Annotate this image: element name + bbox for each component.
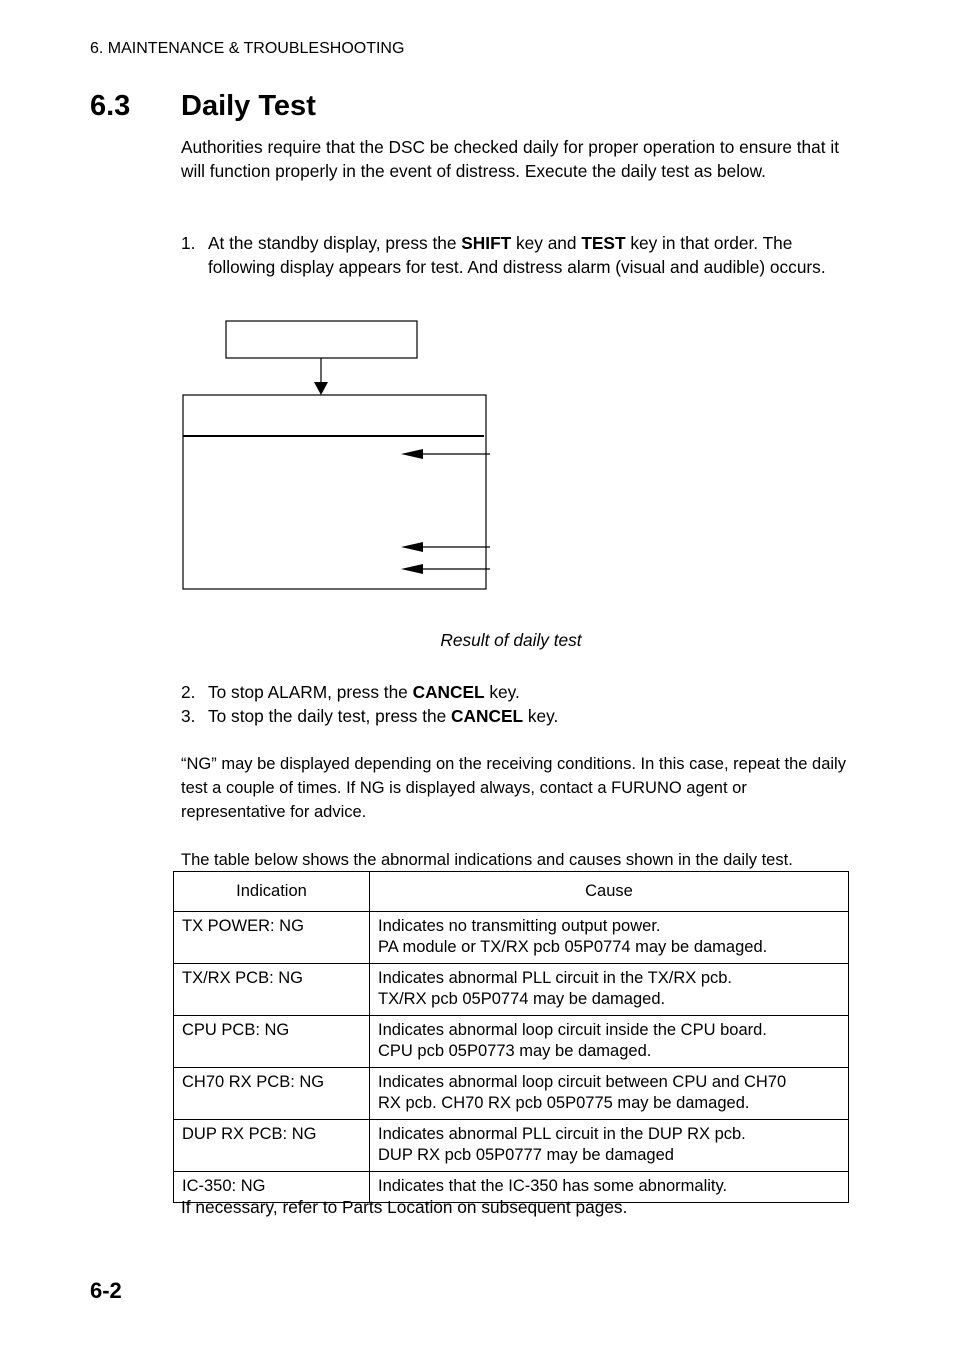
ng-note-paragraph: “NG” may be displayed depending on the receiving conditions. In this case, repeat the daily test a couple of times. If NG is displayed always, contact a FURUNO agent or representative for advice. [181, 755, 846, 821]
cancel-key-label: CANCEL [412, 682, 485, 702]
cause-cell: Indicates that the IC-350 has some abnormality. [370, 1172, 849, 1203]
header-cause: Cause [370, 872, 849, 912]
indication-cause-table [173, 871, 849, 1203]
section-title: Daily Test [181, 90, 316, 122]
step-2-text: To stop ALARM, press the CANCEL key. [208, 682, 520, 702]
table-header-row [174, 872, 849, 912]
page-number: 6-2 [90, 1278, 122, 1303]
key-press-box [226, 321, 417, 358]
step-3-number: 3. [181, 706, 196, 726]
cause-cell: Indicates abnormal PLL circuit in the TX/RX pcb. TX/RX pcb 05P0774 may be damaged. [370, 964, 849, 1016]
footer-note: If necessary, refer to Parts Location on subsequent pages. [181, 1197, 628, 1217]
cancel-key-label: CANCEL [451, 706, 524, 726]
table-row [174, 1120, 849, 1172]
table-row [174, 912, 849, 964]
indication-cell: TX POWER: NG [174, 912, 370, 964]
indication-cell: CPU PCB: NG [174, 1016, 370, 1068]
callout-arrow-2-head [401, 542, 423, 552]
test-key-label: TEST [581, 233, 626, 253]
indication-cell: TX/RX PCB: NG [174, 964, 370, 1016]
indication-cell: DUP RX PCB: NG [174, 1120, 370, 1172]
header-indication: Indication [174, 872, 370, 912]
intro-paragraph: Authorities require that the DSC be checked daily for proper operation to ensure that it will function properly in the event of distress. Execute the daily test as below. [181, 137, 840, 181]
section-number: 6.3 [90, 90, 131, 122]
daily-test-display-diagram [0, 0, 954, 620]
table-row [174, 1016, 849, 1068]
cause-cell: Indicates no transmitting output power. PA module or TX/RX pcb 05P0774 may be damaged. [370, 912, 849, 964]
step-1-number: 1. [181, 233, 196, 253]
cause-cell: Indicates abnormal PLL circuit in the DUP RX pcb. DUP RX pcb 05P0777 may be damaged [370, 1120, 849, 1172]
callout-arrow-3-head [401, 564, 423, 574]
table-row [174, 964, 849, 1016]
shift-key-label: SHIFT [461, 233, 512, 253]
table-row [174, 1068, 849, 1120]
running-header: 6. MAINTENANCE & TROUBLESHOOTING [90, 40, 405, 57]
table-intro: The table below shows the abnormal indications and causes shown in the daily test. [181, 851, 793, 869]
step-3 [181, 704, 851, 728]
step-2 [181, 680, 851, 704]
callout-arrow-1-head [401, 449, 423, 459]
step-2-number: 2. [181, 682, 196, 702]
flow-arrow-head [314, 382, 328, 395]
step-1-text: At the standby display, press the SHIFT key and TEST key in that order. The following display appears for test. And distress alarm (visual and audible) occurs. [208, 233, 826, 277]
figure-caption: Result of daily test [440, 630, 582, 650]
step-3-text: To stop the daily test, press the CANCEL key. [208, 706, 559, 726]
cause-cell: Indicates abnormal loop circuit between CPU and CH70 RX pcb. CH70 RX pcb 05P0775 may be damaged. [370, 1068, 849, 1120]
test-display-screen [183, 395, 486, 589]
cause-cell: Indicates abnormal loop circuit inside the CPU board. CPU pcb 05P0773 may be damaged. [370, 1016, 849, 1068]
indication-cell: IC-350: NG [174, 1172, 370, 1203]
indication-cell: CH70 RX PCB: NG [174, 1068, 370, 1120]
